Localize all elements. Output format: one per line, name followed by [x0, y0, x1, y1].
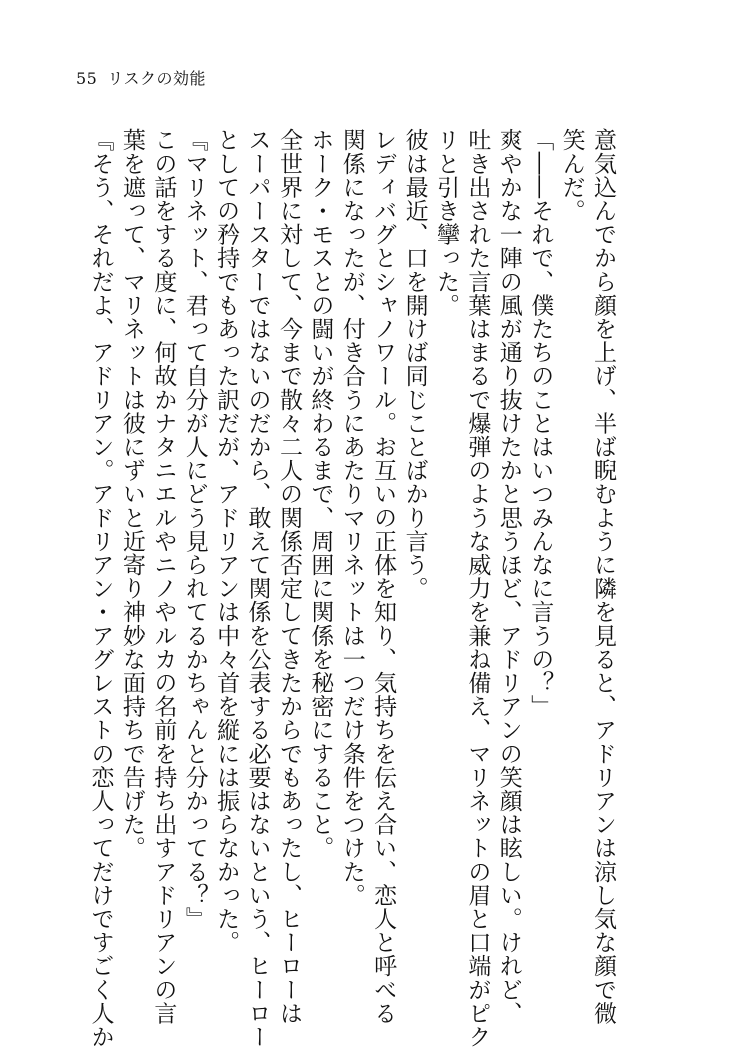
text-line: リと引き攣った。	[432, 128, 459, 317]
text-line: としての矜持でもあった訳だが、アドリアンは中々首を縦には振らなかった。	[213, 128, 240, 954]
text-line: 吐き出された言葉はまるで爆弾のような威力を兼ね備え、マリネットの眉と口端がピク	[464, 128, 491, 1048]
text-line: 全世界に対して、今まで散々二人の関係否定してきたからでもあったし、ヒーローは	[275, 128, 302, 1025]
text-line: この話をする度に、何故かナタニエルやニノやルカの名前を持ち出すアドリアンの言	[150, 128, 177, 1025]
text-line: 『そう、それだよ、アドリアン。アドリアン・アグレストの恋人ってだけですごく人か	[87, 128, 114, 1048]
chapter-title: リスクの効能	[107, 69, 207, 88]
text-line: レディバグとシャノワール。お互いの正体を知り、気持ちを伝え合い、恋人と呼べる	[370, 128, 397, 1025]
text-line: 爽やかな一陣の風が通り抜けたかと思うほど、アドリアンの笑顔は眩しい。けれど、	[495, 128, 522, 1025]
text-line: スーパースターではないのだから、敢えて関係を公表する必要はないという、ヒーロー	[244, 128, 271, 1048]
text-line: ホーク・モスとの闘いが終わるまで、周囲に関係を秘密にすること。	[307, 128, 334, 860]
vertical-body-text	[87, 128, 618, 1048]
page-number: 55	[76, 69, 98, 88]
text-line: 笑んだ。	[558, 128, 585, 223]
text-line: 「――それで、僕たちのことはいつみんなに言うの？」	[527, 128, 554, 718]
text-line: 葉を遮って、マリネットは彼にずいと近寄り神妙な面持ちで告げた。	[118, 128, 145, 860]
text-line: 関係になったが、付き合うにあたりマリネットは一つだけ条件をつけた。	[338, 128, 365, 907]
running-header	[76, 66, 206, 89]
text-line: 彼は最近、口を開けば同じことばかり言う。	[401, 128, 428, 600]
text-line: 意気込んでから顔を上げ、半ば睨むように隣を見ると、アドリアンは涼し気な顔で微	[590, 128, 616, 1025]
text-line: 『マリネット、君って自分が人にどう見られてるかちゃんと分かってる？』	[181, 128, 208, 931]
